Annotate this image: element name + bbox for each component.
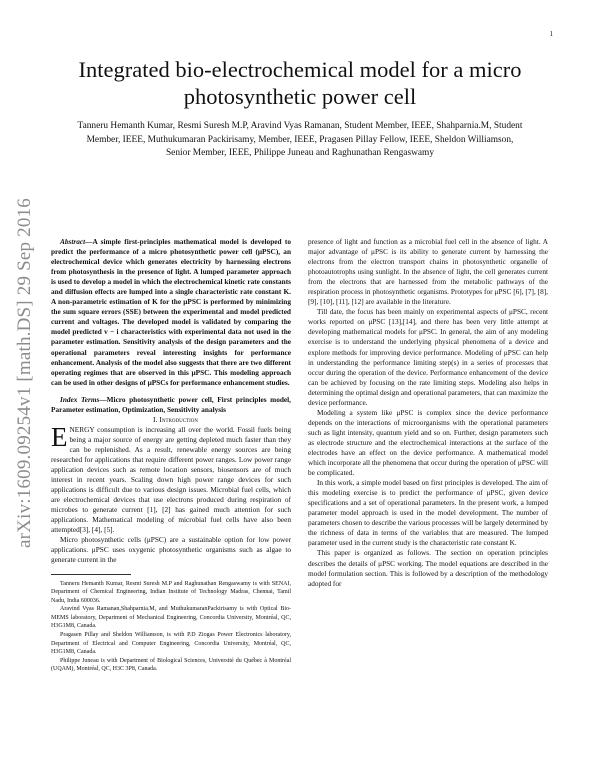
abstract-label: Abstract bbox=[60, 237, 86, 246]
arxiv-identifier-text: arXiv:1609.09254v1 [math.DS] 29 Sep 2016 bbox=[14, 198, 35, 548]
page-number: 1 bbox=[549, 30, 553, 38]
drop-cap: E bbox=[51, 421, 68, 452]
right-column bbox=[308, 237, 548, 589]
footnote: Philippe Juneau is with Department of Biological Sciences, Université du Québec à Montréal (UQAM), Montréal, QC, H3C 3P8, Canada. bbox=[51, 657, 291, 673]
footnote: Aravind Vyas Ramanan,Shahparnia.M, and MuthukumaranPackirisamy is with Optical Bio-MEMS laboratory, Department of Mechanical Engineering, Concordia University, Montréal, QC, H3G1M8, Canada. bbox=[51, 606, 291, 630]
body-paragraph: This paper is organized as follows. The section on operation principles describes the details of μPSC working. The model equations are described in the model formulation section. This is followed by a description of the methodology adopted for bbox=[308, 548, 548, 588]
footnote: Tanneru Hemanth Kumar, Resmi Suresh M.P and Raghunathan Rengaswamy is with SENAI, Department of Chemical Engineering, Indian Institute of Technology Madras, Chennai, Tamil Nadu, India 600036. bbox=[51, 580, 291, 604]
left-column bbox=[51, 237, 291, 674]
footnote: Pragasen Pillay and Sheldon Williamson, is with P.D Ziogas Power Electronics laboratory, Department of Electrical and Computer Engineering, Concordia University, Montréal, QC, H3G1M8, Canada. bbox=[51, 632, 291, 656]
footnote-rule bbox=[51, 574, 131, 575]
body-paragraph: In this work, a simple model based on first principles is developed. The aim of this modeling exercise is to predict the performance of μPSC, given device specifications and a set of operational parameters. In the present work, a lumped parameter model approach is used in the model development. The number of parameters chosen to describe the various processes will be largely determined by the richness of data in terms of the variables that are measured. The lumped parameter used in the current study is the characteristic rate constant K. bbox=[308, 478, 548, 548]
intro-paragraph-1-text: NERGY consumption is increasing all over the world. Fossil fuels being being a major source of energy are getting depleted much faster than they can be replenished. As a result, renewable energy sources are being researched for applications that require different power ranges. Low power range application devices such as remote location sensors, biosensors are of much interest in recent years. Scaling down high power range devices for such applications is difficult due to various design issues. Microbial fuel cells, which are electrochemical devices that use electrons produced during respiration of microbes to generate current [1], [2] has gained much attention for such applications. Mathematical modeling of microbial fuel cells have also been attempted[3], [4], [5]. bbox=[51, 424, 291, 535]
intro-paragraph-2: Micro photosynthetic cells (μPSC) are a sustainable option for low power applications. μPSC uses oxygenic photosynthetic organisms such as algae to generate current in the bbox=[51, 535, 291, 565]
body-paragraph: Modeling a system like μPSC is complex since the device performance depends on the interactions of microorganisms with the operational parameters such as light intensity, quantum yield and so on. Further, design parameters such as electrode structure and the electrochemical interactions at the surface of the electrodes have an effect on the device performance. A mathematical model which incorporate all the phenomena that occur during the operation of μPSC will be complicated. bbox=[308, 407, 548, 478]
abstract bbox=[51, 237, 291, 388]
section-heading-introduction: I. Introduction bbox=[153, 414, 198, 424]
index-terms bbox=[51, 395, 291, 415]
footnotes bbox=[51, 580, 291, 675]
index-terms-text: —Micro photosynthetic power cell, First principles model, Parameter estimation, Optimization, Sensitivity analysis bbox=[51, 394, 291, 414]
body-paragraph: presence of light and function as a microbial fuel cell in the absence of light. A major advantage of μPSC is its ability to generate current by harnessing the electrons from the electron transport chains in photosynthetic organelle of photoautotrophs using sunlight. In the absence of light, the cell generates current from the electrons that are harnessed from the metabolic pathways of the respiration process in photosynthetic organisms. Prototypes for μPSC [6], [7], [8], [9], [10], [11], [12] are available in the literature. bbox=[308, 237, 548, 307]
author-list: Tanneru Hemanth Kumar, Resmi Suresh M.P, Aravind Vyas Ramanan, Student Member, IEEE, Shahparnia.M, Student Member, IEEE, Muthukumaran Packirisamy, Member, IEEE, Pragasen Pillay Fellow, IEEE, Sheldon Williamson, Senior Member, IEEE, Philippe Juneau and Raghunathan Rengaswamy bbox=[77, 121, 523, 158]
intro-paragraph-1 bbox=[51, 421, 291, 536]
index-terms-label: Index Terms bbox=[60, 394, 100, 404]
abstract-text: —A simple first-principles mathematical model is developed to predict the performance of a micro photosynthetic power cell (μPSC), an electrochemical device which generates electricity by harnessing electrons from photosynthesis in the presence of light. A lumped parameter approach is used to develop a model in which the electrochemical kinetic rate constants and diffusion effects are lumped into a single characteristic rate constant K. A non-parametric estimation of K for the μPSC is performed by minimizing the sum square errors (SSE) between the experimental and model predicted current and voltages. The developed model is validated by comparing the model predicted v − i characteristics with experimental data not used in the parameter estimation. Sensitivity analysis of the design parameters and the operational parameters reveal interesting insights for performance enhancement. Analysis of the model also suggests that there are two different operating regimes that are observed in this μPSC. This modeling approach can be used in other designs of μPSCs for performance enhancement studies. bbox=[51, 237, 291, 387]
paper-title: Integrated bio-electrochemical model for a micro photosynthetic power cell bbox=[78, 57, 522, 109]
arxiv-identifier bbox=[4, 178, 46, 568]
body-paragraph: Till date, the focus has been mainly on experimental aspects of μPSC, recent works reported on μPSC [13],[14], and there has been very little attempt at developing mathematical models for μPSC. In general, the aim of any modeling exercise is to understand the underlying physical phenomena of a device and explore methods for improving device performance. Modeling of μPSC can help in understanding the performance limiting step(s) in a series of processes that occur during the operation of the device. Performance enhancement of the device can be achieved by focusing on the rate limiting steps. Modeling also helps in determining the optimal design and operational parameters, that can maximize the device performance. bbox=[308, 307, 548, 407]
